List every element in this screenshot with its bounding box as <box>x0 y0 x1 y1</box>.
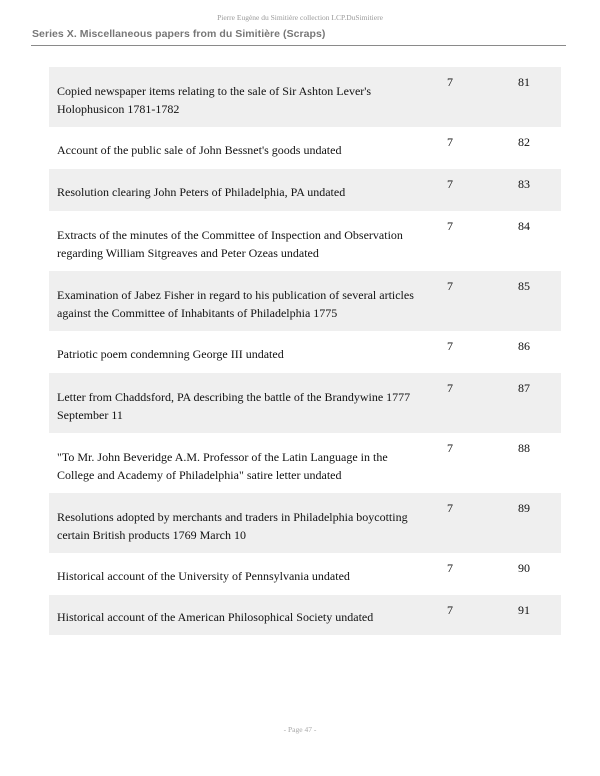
folder-number: 83 <box>518 177 530 191</box>
item-description: Examination of Jabez Fisher in regard to his publication of several articles against the Committee of Inhabitants of Philadelphia 1775 <box>57 288 414 320</box>
item-description: Historical account of the University of Pennsylvania undated <box>57 569 350 583</box>
box-number: 7 <box>447 381 453 395</box>
folder-number: 91 <box>518 603 530 617</box>
box-number: 7 <box>447 561 453 575</box>
table-row <box>49 433 561 493</box>
folder-number: 84 <box>518 219 530 233</box>
container-list-table <box>49 67 561 635</box>
folder-number: 88 <box>518 441 530 455</box>
folder-number: 81 <box>518 75 530 89</box>
box-number: 7 <box>447 603 453 617</box>
item-description: Letter from Chaddsford, PA describing the battle of the Brandywine 1777 September 11 <box>57 390 411 422</box>
item-description: Extracts of the minutes of the Committee of Inspection and Observation regarding William Sitgreaves and Peter Ozeas undated <box>57 228 403 260</box>
item-description: Patriotic poem condemning George III undated <box>57 347 284 361</box>
table-row <box>49 169 561 211</box>
item-description: Historical account of the American Philosophical Society undated <box>57 610 374 624</box>
item-description: Account of the public sale of John Bessnet's goods undated <box>57 143 342 157</box>
series-title: Series X. Miscellaneous papers from du Simitière (Scraps) <box>32 28 326 40</box>
table-row <box>49 211 561 271</box>
box-number: 7 <box>447 279 453 293</box>
table-row <box>49 331 561 373</box>
box-number: 7 <box>447 501 453 515</box>
page-number: - Page 47 - <box>283 725 317 734</box>
folder-number: 87 <box>518 381 530 395</box>
box-number: 7 <box>447 135 453 149</box>
box-number: 7 <box>447 219 453 233</box>
folder-number: 85 <box>518 279 530 293</box>
folder-number: 86 <box>518 339 530 353</box>
header-divider <box>31 45 566 46</box>
table-row <box>49 493 561 553</box>
table-row <box>49 127 561 169</box>
table-row <box>49 271 561 331</box>
table-row <box>49 373 561 433</box>
box-number: 7 <box>447 75 453 89</box>
table-row <box>49 553 561 595</box>
item-description: Resolutions adopted by merchants and traders in Philadelphia boycotting certain British products 1769 March 10 <box>57 510 408 542</box>
item-description: Resolution clearing John Peters of Philadelphia, PA undated <box>57 185 346 199</box>
folder-number: 90 <box>518 561 530 575</box>
collection-running-head: Pierre Eugène du Simitière collection LCP.DuSimitiere <box>217 13 383 22</box>
item-description: "To Mr. John Beveridge A.M. Professor of the Latin Language in the College and Academy of Philadelphia" satire letter undated <box>57 450 388 482</box>
table-row <box>49 67 561 127</box>
folder-number: 82 <box>518 135 530 149</box>
item-description: Copied newspaper items relating to the sale of Sir Ashton Lever's Holophusicon 1781-1782 <box>57 84 372 116</box>
folder-number: 89 <box>518 501 530 515</box>
box-number: 7 <box>447 441 453 455</box>
box-number: 7 <box>447 339 453 353</box>
table-row <box>49 595 561 635</box>
box-number: 7 <box>447 177 453 191</box>
